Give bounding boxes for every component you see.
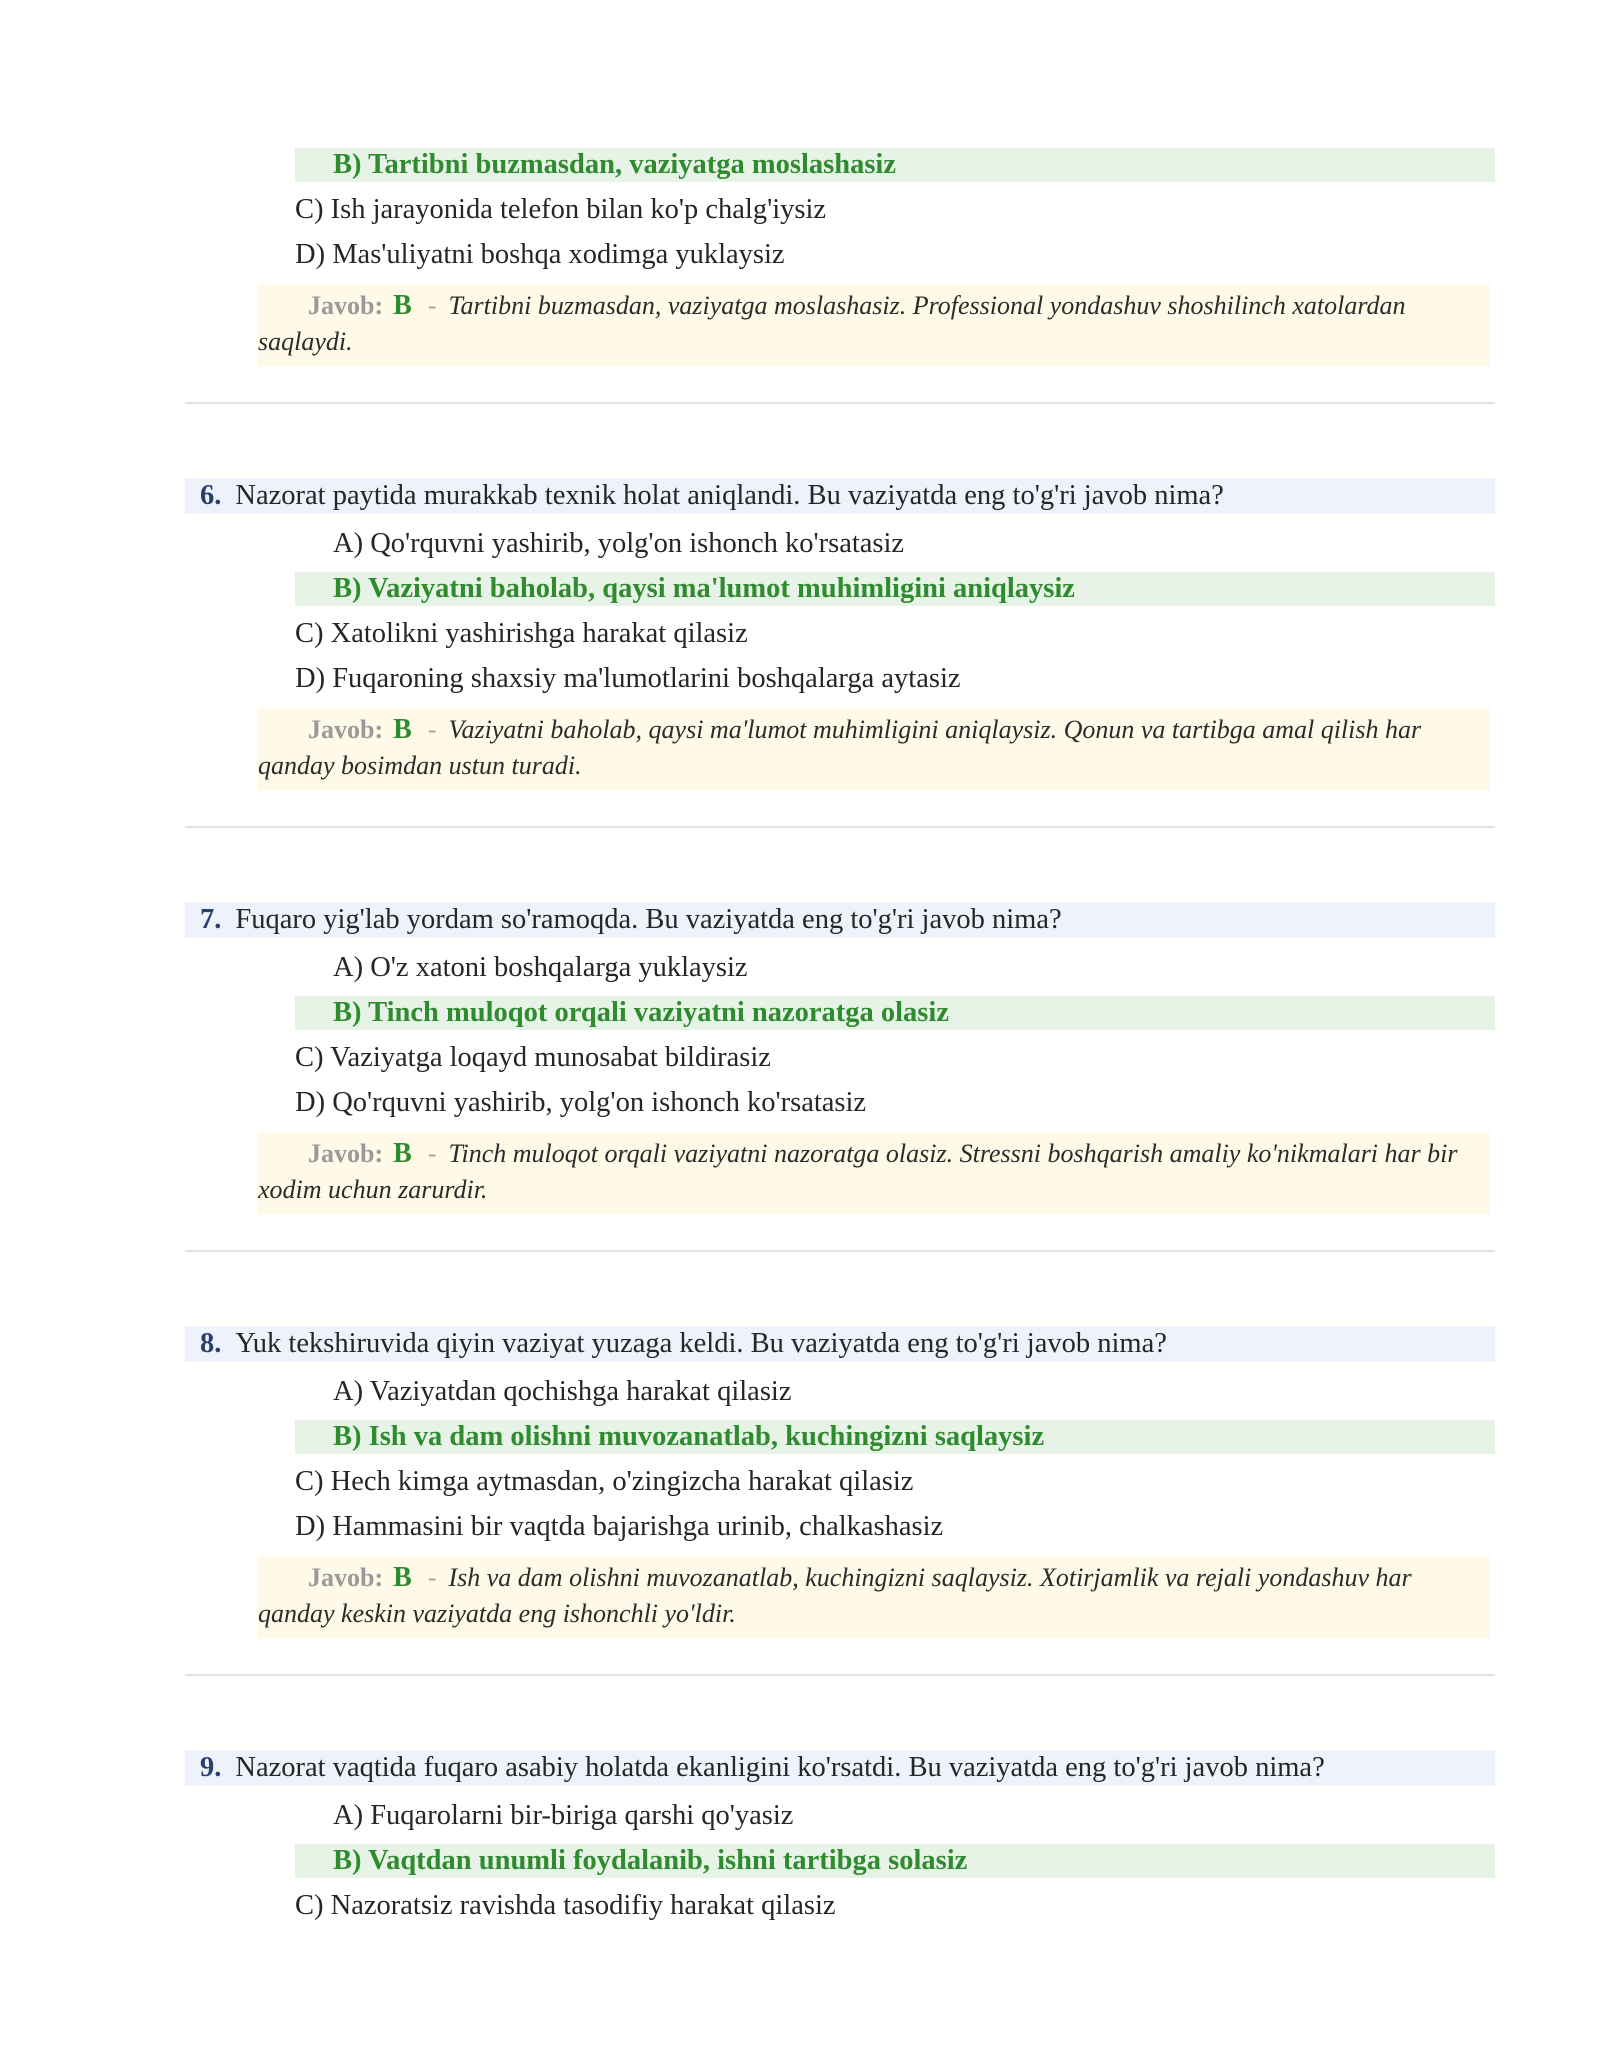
answer-dash: - [427, 1563, 437, 1592]
answer-label: Javob: [308, 291, 384, 320]
q8-option-d: D) Hammasini bir vaqtda bajarishga urinib, chalkashasiz [295, 1511, 944, 1542]
answer-letter: B [393, 714, 412, 745]
answer-explanation: Tinch muloqot orqali vaziyatni nazoratga olasiz. Stressni boshqarish amaliy ko'nikmalari har bir xodim uchun zarurdir. [258, 1139, 1458, 1204]
q6-option-a: A) Qo'rquvni yashirib, yolg'on ishonch ko'rsatasiz [333, 528, 905, 559]
q5-answer-box [258, 284, 1490, 366]
answer-label: Javob: [308, 1139, 384, 1168]
answer-dash: - [427, 1139, 437, 1168]
question-number: 8. [200, 1328, 222, 1359]
question-number: 9. [200, 1752, 222, 1783]
q8-answer-box [258, 1556, 1490, 1638]
q7-option-a: A) O'z xatoni boshqalarga yuklaysiz [333, 952, 748, 983]
answer-label: Javob: [308, 1563, 384, 1592]
q6-answer-box [258, 708, 1490, 790]
question-number: 7. [200, 904, 222, 935]
answer-explanation: Vaziyatni baholab, qaysi ma'lumot muhimligini aniqlaysiz. Qonun va tartibga amal qilish har qanday bosimdan ustun turadi. [258, 715, 1422, 780]
question-text: Yuk tekshiruvida qiyin vaziyat yuzaga keldi. Bu vaziyatda eng to'g'ri javob nima? [235, 1328, 1167, 1359]
question-text: Fuqaro yig'lab yordam so'ramoqda. Bu vaziyatda eng to'g'ri javob nima? [235, 904, 1062, 935]
q6-option-c: C) Xatolikni yashirishga harakat qilasiz [295, 618, 748, 649]
q5-option-b-correct: B) Tartibni buzmasdan, vaziyatga moslashasiz [295, 148, 1495, 182]
answer-explanation: Ish va dam olishni muvozanatlab, kuchingizni saqlaysiz. Xotirjamlik va rejali yondashuv har qanday keskin vaziyatda eng ishonchli yo'ldir. [258, 1563, 1412, 1628]
divider [185, 1674, 1495, 1676]
q7-option-d: D) Qo'rquvni yashirib, yolg'on ishonch ko'rsatasiz [295, 1087, 867, 1118]
q6-option-b-correct: B) Vaziyatni baholab, qaysi ma'lumot muhimligini aniqlaysiz [295, 572, 1495, 606]
q7-answer-box [258, 1132, 1490, 1214]
question-8 [185, 1326, 1495, 1362]
q8-option-a: A) Vaziyatdan qochishga harakat qilasiz [333, 1376, 792, 1407]
q8-option-c: C) Hech kimga aytmasdan, o'zingizcha harakat qilasiz [295, 1466, 914, 1497]
q7-option-b-correct: B) Tinch muloqot orqali vaziyatni nazoratga olasiz [295, 996, 1495, 1030]
question-text: Nazorat paytida murakkab texnik holat aniqlandi. Bu vaziyatda eng to'g'ri javob nima? [235, 480, 1224, 511]
answer-letter: B [393, 290, 412, 321]
divider [185, 1250, 1495, 1252]
answer-dash: - [427, 291, 437, 320]
question-6 [185, 478, 1495, 514]
q9-option-b-correct: B) Vaqtdan unumli foydalanib, ishni tartibga solasiz [295, 1844, 1495, 1878]
divider [185, 826, 1495, 828]
q6-option-d: D) Fuqaroning shaxsiy ma'lumotlarini boshqalarga aytasiz [295, 663, 961, 694]
q8-option-b-correct: B) Ish va dam olishni muvozanatlab, kuchingizni saqlaysiz [295, 1420, 1495, 1454]
question-number: 6. [200, 480, 222, 511]
q9-option-a: A) Fuqarolarni bir-biriga qarshi qo'yasiz [333, 1800, 794, 1831]
q9-option-c: C) Nazoratsiz ravishda tasodifiy harakat qilasiz [295, 1890, 836, 1921]
question-7 [185, 902, 1495, 938]
q5-option-d: D) Mas'uliyatni boshqa xodimga yuklaysiz [295, 239, 785, 270]
answer-letter: B [393, 1138, 412, 1169]
answer-label: Javob: [308, 715, 384, 744]
question-9 [185, 1750, 1495, 1786]
q7-option-c: C) Vaziyatga loqayd munosabat bildirasiz [295, 1042, 771, 1073]
answer-letter: B [393, 1562, 412, 1593]
answer-dash: - [427, 715, 437, 744]
question-text: Nazorat vaqtida fuqaro asabiy holatda ekanligini ko'rsatdi. Bu vaziyatda eng to'g'ri javob nima? [235, 1752, 1325, 1783]
q5-option-c: C) Ish jarayonida telefon bilan ko'p chalg'iysiz [295, 194, 827, 225]
divider [185, 402, 1495, 404]
answer-explanation: Tartibni buzmasdan, vaziyatga moslashasiz. Professional yondashuv shoshilinch xatolardan saqlaydi. [258, 291, 1406, 356]
